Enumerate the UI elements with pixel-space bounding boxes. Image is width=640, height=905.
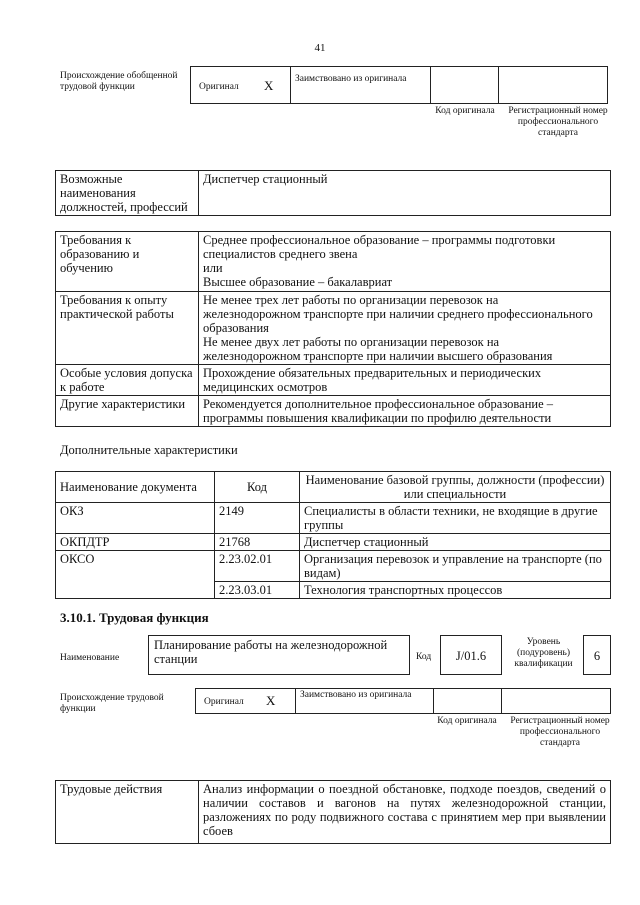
other-value: Рекомендуется дополнительное профессиональное образование – программы повышения квалификации по профилю деятельности: [199, 396, 611, 427]
header-doc: Наименование документа: [56, 472, 215, 503]
experience-label: Требования к опыту практической работы: [56, 292, 199, 365]
code-original2-label: Код оригинала: [437, 716, 497, 726]
table-cell: 2149: [215, 503, 300, 534]
table-cell: Организация перевозок и управление на транспорте (по видам): [300, 551, 611, 582]
original-label: Оригинал: [199, 82, 239, 92]
borrowed-label: Заимствовано из оригинала: [295, 74, 407, 84]
education-value: Среднее профессиональное образование – программы подготовки специалистов среднего звена или Высшее образование – бакалавриат: [199, 232, 611, 292]
table-cell: ОКСО: [56, 551, 215, 582]
name-label: Наименование: [60, 653, 120, 663]
section-title: 3.10.1. Трудовая функция: [60, 610, 209, 625]
table-cell: 21768: [215, 534, 300, 551]
header-code: Код: [215, 472, 300, 503]
positions-label: Возможные наименования должностей, профессий: [56, 171, 199, 216]
positions-table: [55, 170, 611, 216]
reg-number-label: Регистрационный номер профессионального стандарта: [508, 106, 608, 138]
additional-table: [55, 471, 611, 599]
origin-box: [190, 66, 608, 104]
table-cell: 2.23.02.01: [215, 551, 300, 582]
requirements-table: [55, 231, 611, 427]
table-cell: Диспетчер стационный: [300, 534, 611, 551]
origin2-box: [195, 688, 611, 714]
actions-value: Анализ информации о поездной обстановке, подходе поездов, сведений о наличии составов и вагонов на путях железнодорожной станции, разложениях по роду подвижного состава с принятием мер при выявлении сбоев: [199, 781, 611, 844]
table-cell: ОКПДТР: [56, 534, 215, 551]
code-label: Код: [416, 652, 432, 662]
additional-heading: Дополнительные характеристики: [60, 443, 238, 457]
table-cell: ОКЗ: [56, 503, 215, 534]
function-name: Планирование работы на железнодорожной станции: [148, 635, 410, 675]
original-mark: X: [264, 78, 274, 93]
level-value: 6: [583, 635, 611, 675]
positions-value: Диспетчер стационный: [199, 171, 611, 216]
origin-label: Происхождение обобщенной трудовой функции: [60, 71, 178, 92]
table-cell: Технология транспортных процессов: [300, 582, 611, 599]
level-label: Уровень (подуровень) квалификации: [514, 637, 573, 669]
code-original-label: Код оригинала: [435, 106, 495, 116]
admission-value: Прохождение обязательных предварительных и периодических медицинских осмотров: [199, 365, 611, 396]
other-label: Другие характеристики: [56, 396, 199, 427]
origin2-label: Происхождение трудовой функции: [60, 693, 164, 714]
actions-label: Трудовые действия: [56, 781, 199, 844]
borrowed2-label: Заимствовано из оригинала: [300, 690, 412, 700]
education-label: Требования к образованию и обучению: [56, 232, 199, 292]
header-name: Наименование базовой группы, должности (профессии) или специальности: [300, 472, 611, 503]
function-code: J/01.6: [440, 635, 502, 675]
experience-value: Не менее трех лет работы по организации перевозок на железнодорожном транспорте при наличии среднего профессионального образования Не менее двух лет работы по организации перевозок на железнодорожном транспорте при наличии высшего образования: [199, 292, 611, 365]
table-cell: 2.23.03.01: [215, 582, 300, 599]
actions-table: [55, 780, 611, 844]
original2-label: Оригинал: [204, 697, 244, 707]
table-cell: [56, 582, 215, 599]
reg-number2-label: Регистрационный номер профессионального стандарта: [510, 716, 610, 748]
admission-label: Особые условия допуска к работе: [56, 365, 199, 396]
table-cell: Специалисты в области техники, не входящие в другие группы: [300, 503, 611, 534]
page-number: 41: [314, 42, 326, 54]
original2-mark: X: [266, 693, 276, 708]
